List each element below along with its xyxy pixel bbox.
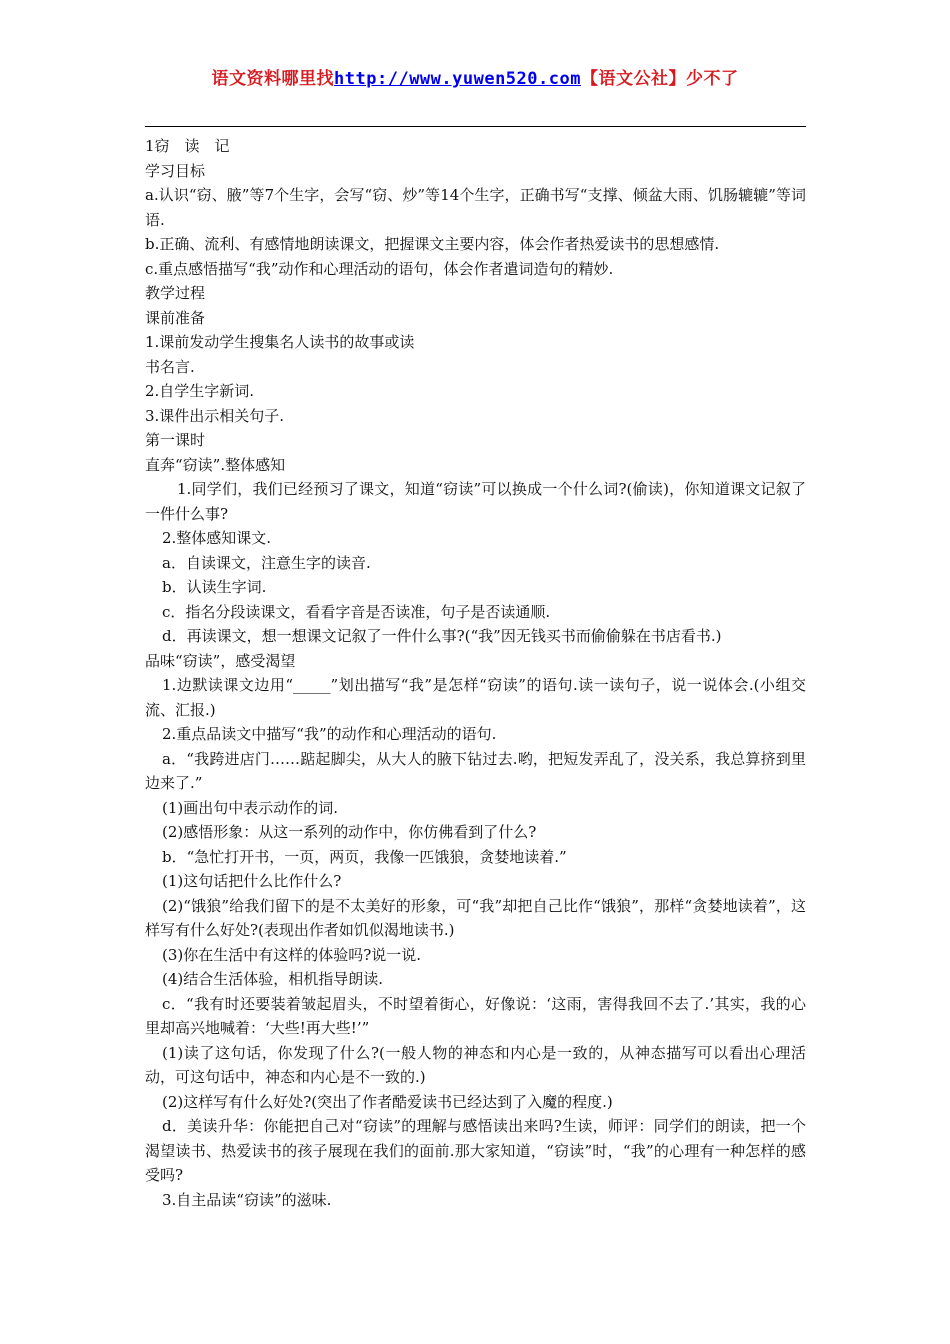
lesson-title: 1窃 读 记 — [145, 137, 230, 155]
paragraph: (2)“饿狼”给我们留下的是不太美好的形象，可“我”却把自己比作“饿狼”，那样“贪婪地读着”，这样写有什么好处?(表现出作者如饥似渴地读书.) — [145, 896, 806, 939]
prep-item: 1.课前发动学生搜集名人读书的故事或读 — [145, 333, 415, 351]
paragraph: (1)这句话把什么比作什么? — [162, 872, 342, 890]
section-heading: 直奔“窃读”.整体感知 — [145, 455, 286, 474]
header-divider — [145, 126, 806, 127]
section-heading: 品味“窃读”，感受渴望 — [145, 651, 296, 670]
prep-item: 书名言. — [145, 357, 195, 376]
paragraph: a．自读课文，注意生字的读音. — [162, 553, 371, 572]
prep-item: 3.课件出示相关句子. — [145, 406, 285, 425]
paragraph: 1.边默读课文边用“_____”划出描写“我”是怎样“窃读”的语句.读一读句子，说一说体会.(小组交流、汇报.) — [145, 676, 806, 719]
paragraph: a．“我跨进店门……踮起脚尖，从大人的腋下钻过去.哟，把短发弄乱了，没关系，我总算挤到里边来了.” — [145, 749, 806, 792]
paragraph: b．“急忙打开书，一页，两页，我像一匹饿狼，贪婪地读着.” — [162, 847, 567, 866]
banner-prefix: 语文资料哪里找 — [211, 69, 335, 89]
paragraph: (4)结合生活体验，相机指导朗读. — [162, 970, 384, 988]
section-heading: 第一课时 — [145, 431, 206, 449]
banner-link[interactable]: http://www.yuwen520.com — [334, 69, 581, 89]
paragraph: (2)感悟形象：从这一系列的动作中，你仿佛看到了什么? — [162, 823, 537, 841]
section-heading: 学习目标 — [145, 161, 206, 180]
banner-suffix: 【语文公社】少不了 — [580, 69, 739, 89]
paragraph: c．“我有时还要装着皱起眉头，不时望着街心，好像说：‘这雨，害得我回不去了.’其实，我的心里却高兴地喊着：‘大些!再大些!’” — [145, 994, 806, 1037]
paragraph: (1)读了这句话，你发现了什么?(一般人物的神态和内心是一致的，从神态描写可以看出心理活动，可这句话中，神态和内心是不一致的.) — [145, 1043, 806, 1086]
section-heading: 教学过程 — [145, 284, 206, 302]
paragraph: b．认读生字词. — [162, 578, 267, 596]
paragraph: 3.自主品读“窃读”的滋味. — [162, 1190, 332, 1209]
site-banner — [0, 64, 950, 89]
paragraph: d．再读课文，想一想课文记叙了一件什么事?(“我”因无钱买书而偷偷躲在书店看书.) — [162, 627, 722, 645]
section-heading: 课前准备 — [145, 308, 206, 327]
paragraph: 2.整体感知课文. — [162, 529, 272, 547]
goal-item: b.正确、流利、有感情地朗读课文，把握课文主要内容，体会作者热爱读书的思想感情. — [145, 235, 720, 253]
paragraph: (3)你在生活中有这样的体验吗?说一说. — [162, 945, 422, 964]
paragraph: (2)这样写有什么好处?(突出了作者酷爱读书已经达到了入魔的程度.) — [162, 1092, 613, 1111]
paragraph: d．美读升华：你能把自己对“窃读”的理解与感悟读出来吗?生读，师评：同学们的朗读，把一个渴望读书、热爱读书的孩子展现在我们的面前.那大家知道，“窃读”时，“我”的心理有一种怎样的感受吗? — [145, 1117, 806, 1184]
paragraph: c．指名分段读课文，看看字音是否读准，句子是否读通顺. — [162, 602, 551, 621]
document-body — [145, 134, 806, 1212]
goal-item: a.认识“窃、腋”等7个生字，会写“窃、炒”等14个生字，正确书写“支撑、倾盆大雨、饥肠辘辘”等词语. — [145, 186, 806, 229]
paragraph: (1)画出句中表示动作的词. — [162, 798, 339, 817]
prep-item: 2.自学生字新词. — [145, 382, 255, 400]
goal-item: c.重点感悟描写“我”动作和心理活动的语句，体会作者遣词造句的精妙. — [145, 259, 614, 278]
paragraph: 2.重点品读文中描写“我”的动作和心理活动的语句. — [162, 725, 497, 743]
paragraph: 1.同学们，我们已经预习了课文，知道“窃读”可以换成一个什么词?(偷读)，你知道课文记叙了一件什么事? — [145, 480, 806, 523]
